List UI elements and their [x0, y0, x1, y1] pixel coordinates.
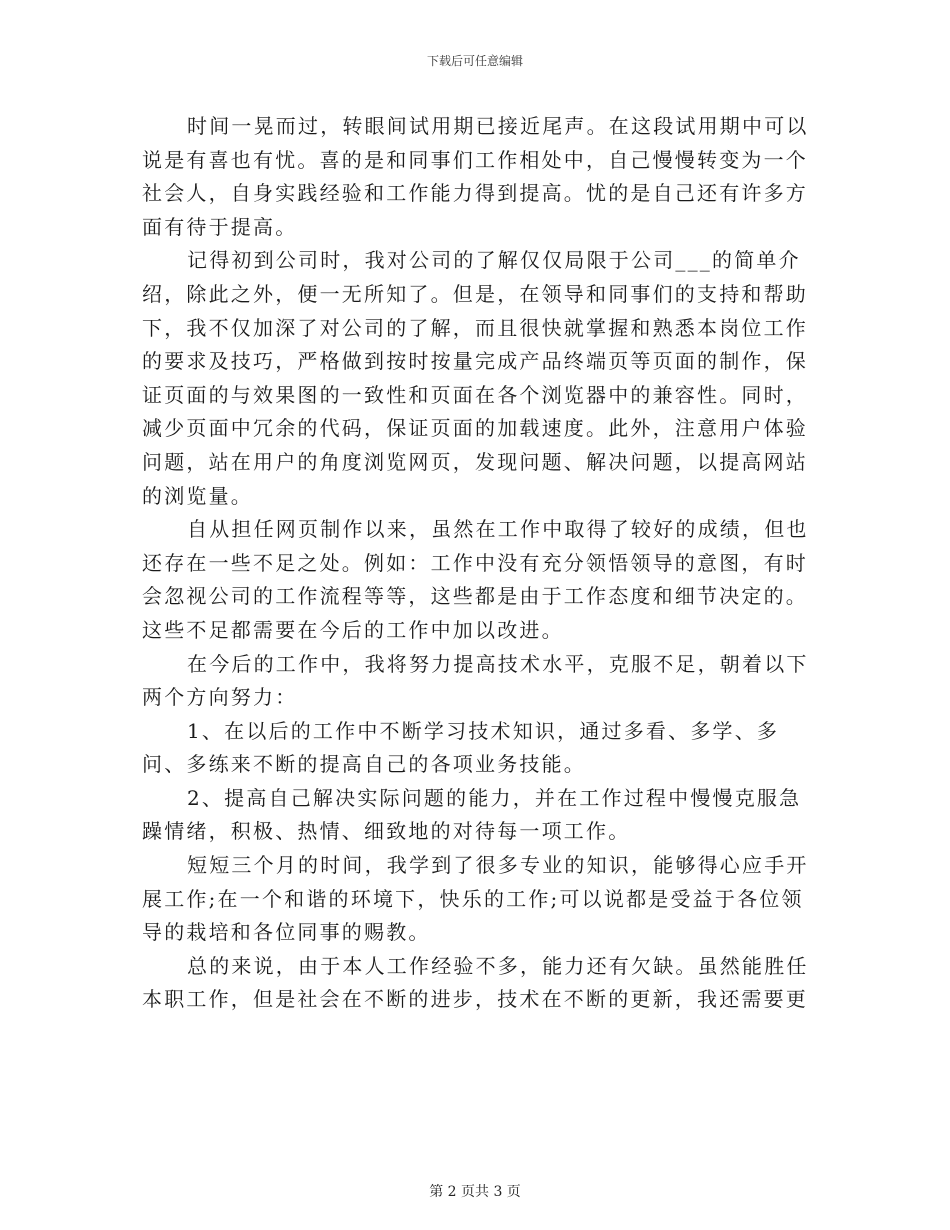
page-header: 下载后可任意编辑 [426, 54, 523, 68]
page-footer: 第 2 页共 3 页 [429, 1184, 521, 1200]
paragraph-1: 时间一晃而过，转眼间试用期已接近尾声。在这段试用期中可以说是有喜也有忧。喜的是和同事们工作相处中，自己慢慢转变为一个社会人，自身实践经验和工作能力得到提高。忧的是自己还有许多方面有待于提高。 [142, 114, 809, 239]
paragraph-2: 记得初到公司时，我对公司的了解仅仅局限于公司___的简单介绍，除此之外，便一无所知了。但是，在领导和同事们的支持和帮助下，我不仅加深了对公司的了解，而且很快就掌握和熟悉本岗位工作的要求及技巧，严格做到按时按量完成产品终端页等页面的制作，保证页面的与效果图的一致性和页面在各个浏览器中的兼容性。同时，减少页面中冗余的代码，保证页面的加载速度。此外，注意用户体验问题，站在用户的角度浏览网页，发现问题、解决问题，以提高网站的浏览量。 [142, 248, 808, 508]
paragraph-3: 自从担任网页制作以来，虽然在工作中取得了较好的成绩，但也还存在一些不足之处。例如：工作中没有充分领悟领导的意图，有时会忽视公司的工作流程等等，这些都是由于工作态度和细节决定的。这些不足都需要在今后的工作中加以改进。 [142, 517, 809, 642]
paragraph-6: 2、提高自己解决实际问题的能力，并在工作过程中慢慢克服急躁情绪，积极、热情、细致地的对待每一项工作。 [142, 785, 802, 844]
paragraph-5: 1、在以后的工作中不断学习技术知识，通过多看、多学、多问、多练来不断的提高自己的各项业务技能。 [142, 718, 780, 777]
paragraph-8: 总的来说，由于本人工作经验不多，能力还有欠缺。虽然能胜任本职工作，但是社会在不断的进步，技术在不断的更新，我还需要更 [142, 953, 809, 1012]
paragraph-4: 在今后的工作中，我将努力提高技术水平，克服不足，朝着以下两个方向努力： [142, 651, 809, 710]
paragraph-7: 短短三个月的时间，我学到了很多专业的知识，能够得心应手开展工作;在一个和谐的环境下，快乐的工作;可以说都是受益于各位领导的栽培和各位同事的赐教。 [142, 853, 809, 945]
document-body [142, 110, 822, 1017]
